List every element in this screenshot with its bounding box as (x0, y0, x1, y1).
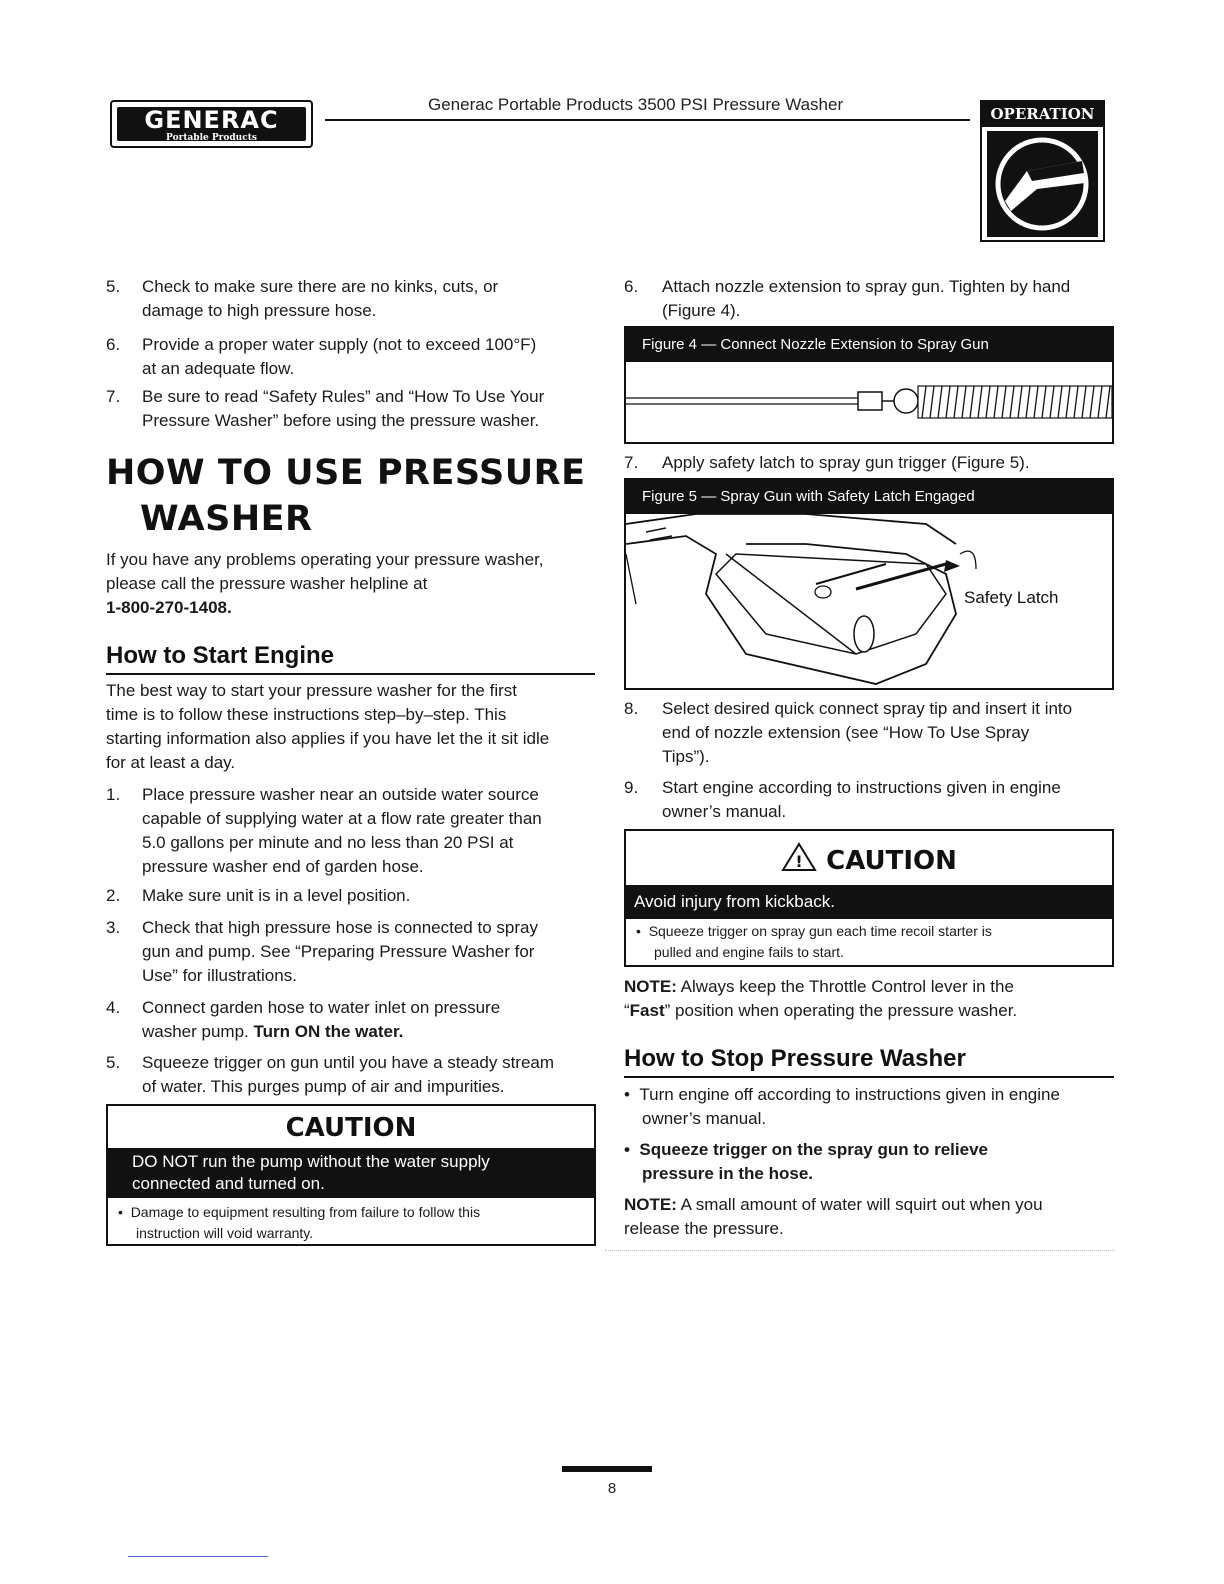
svg-text:!: ! (795, 852, 803, 871)
header-rule (325, 119, 970, 121)
nozzle-extension-illustration (626, 362, 1112, 442)
dotted-rule (605, 1250, 1115, 1251)
helpline-phone: 1-800-270-1408. (106, 598, 232, 617)
figure-4 (624, 326, 1114, 444)
caution-box-pump (106, 1104, 596, 1246)
generac-logo (110, 100, 313, 148)
intro-paragraph: The best way to start your pressure washer for the first time is to follow these instructions step–by–step. This starting information also applies if you have let the it sit idle for at least a day. (106, 681, 550, 772)
note-water: NOTE: A small amount of water will squirt out when you release the pressure. (624, 1195, 1043, 1238)
section-heading: HOW TO USE PRESSURE WASHER (106, 453, 586, 539)
figure-5-caption: Figure 5 — Spray Gun with Safety Latch Engaged (626, 480, 1112, 514)
helpline-text: If you have any problems operating your pressure washer, please call the pressure washer helpline at 1-800-270-1408. (106, 548, 601, 620)
stop-bullet: • Turn engine off according to instructions given in engine owner’s manual. (624, 1085, 1060, 1128)
warning-triangle-icon (781, 842, 817, 872)
caution-band: Avoid injury from kickback. (626, 885, 1112, 919)
footer-line (128, 1556, 268, 1557)
figure-5 (624, 478, 1114, 690)
caution-bullet: • Damage to equipment resulting from failure to follow this instruction will void warranty. (118, 1204, 481, 1241)
logo-text: GENERAC (144, 106, 279, 134)
page-tab-marker (562, 1466, 652, 1472)
caution-box-kickback (624, 829, 1114, 967)
heading-rule (106, 673, 595, 675)
heading-rule (624, 1076, 1114, 1078)
stop-washer-heading: How to Stop Pressure Washer (624, 1045, 966, 1072)
operation-icon (987, 131, 1098, 237)
start-engine-heading: How to Start Engine (106, 642, 334, 669)
operation-label: OPERATION (982, 102, 1103, 127)
header-title: Generac Portable Products 3500 PSI Pressure Washer (428, 95, 844, 114)
safety-latch-label: Safety Latch (964, 588, 1059, 607)
caution-band: DO NOT run the pump without the water supply connected and turned on. (108, 1148, 594, 1198)
stop-bullet: • Squeeze trigger on the spray gun to relieve pressure in the hose. (624, 1140, 988, 1183)
caution-bullet: • Squeeze trigger on spray gun each time recoil starter is pulled and engine fails to start. (636, 923, 992, 960)
figure-4-caption: Figure 4 — Connect Nozzle Extension to Spray Gun (626, 328, 1112, 362)
caution-title: ! CAUTION (626, 839, 1112, 883)
logo-subtext: Portable Products (166, 133, 257, 143)
page-number: 8 (607, 1480, 617, 1497)
caution-title: CAUTION (285, 1113, 417, 1143)
operation-tab (980, 100, 1105, 242)
note-throttle: NOTE: Always keep the Throttle Control lever in the “Fast” position when operating the pressure washer. (624, 977, 1018, 1020)
